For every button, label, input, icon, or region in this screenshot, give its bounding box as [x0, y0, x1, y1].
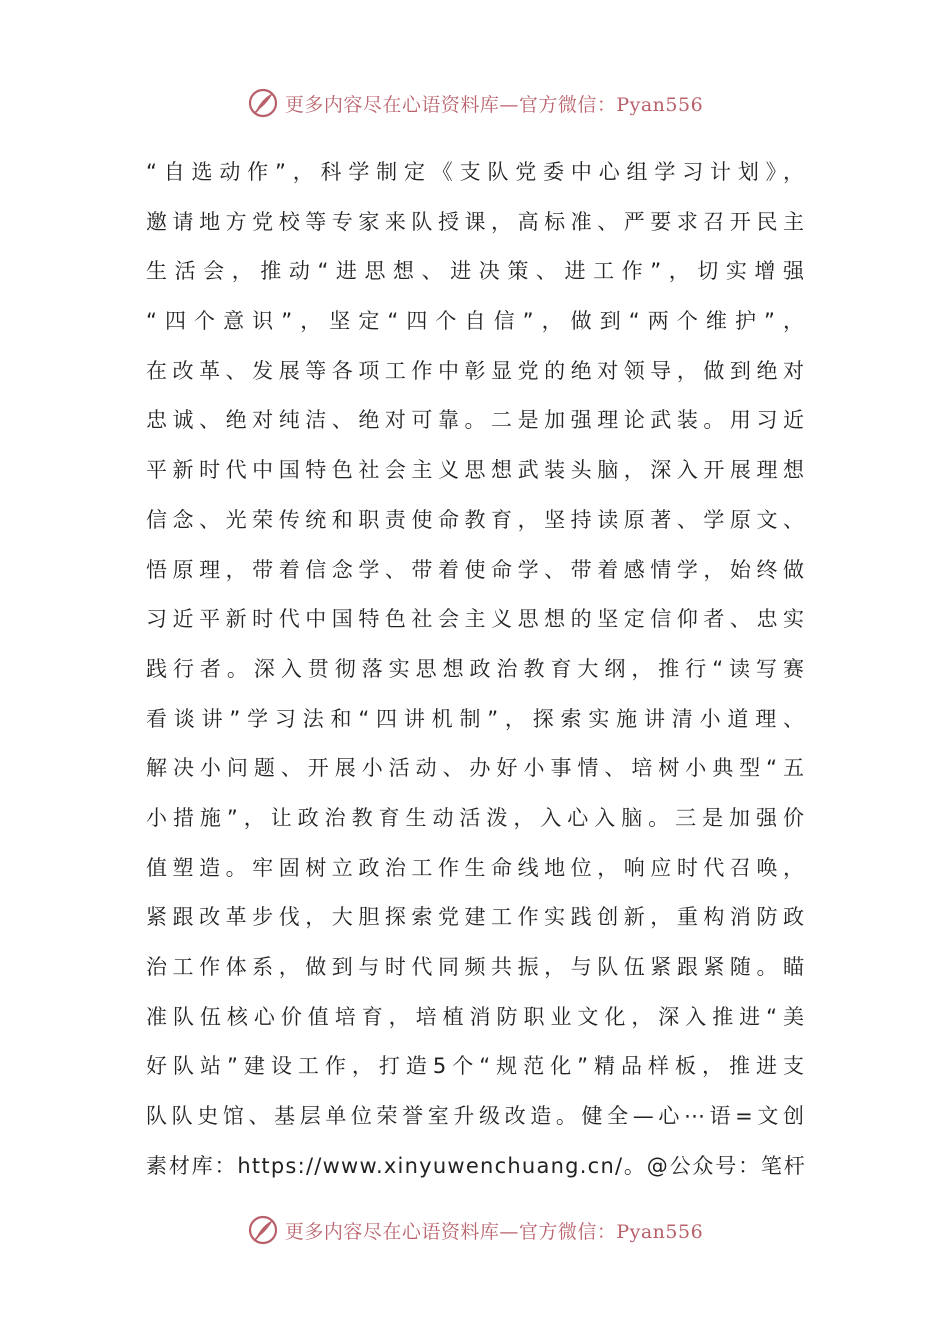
header-watermark: [0, 83, 950, 123]
text-line: 解决小问题、开展小活动、办好小事情、培树小典型“五: [146, 756, 806, 781]
text-line: 队队史馆、基层单位荣誉室升级改造。健全—心⋯语=文创: [146, 1104, 806, 1129]
text-line: 习近平新时代中国特色社会主义思想的坚定信仰者、忠实: [146, 607, 806, 632]
text-line: 素材库：https://www.xinyuwenchuang.cn/。@公众号：笔杆: [146, 1153, 806, 1178]
document-body: [146, 148, 806, 1191]
text-line: 平新时代中国特色社会主义思想武装头脑，深入开展理想: [146, 458, 806, 483]
text-line: 值塑造。牢固树立政治工作生命线地位，响应时代召唤，: [146, 855, 806, 880]
text-line: 治工作体系，做到与时代同频共振，与队伍紧跟紧随。瞄: [146, 955, 806, 979]
text-line: 忠诚、绝对纯洁、绝对可靠。二是加强理论武装。用习近: [146, 408, 806, 433]
text-line: 践行者。深入贯彻落实思想政治教育大纲，推行“读写赛: [146, 656, 806, 681]
text-line: 小措施”，让政治教育生动活泼，入心入脑。三是加强价: [146, 805, 806, 830]
text-line: “自选动作”，科学制定《支队党委中心组学习计划》，: [146, 160, 806, 184]
text-line: 生活会，推动“进思想、进决策、进工作”，切实增强: [146, 259, 806, 284]
text-line: 看谈讲”学习法和“四讲机制”，探索实施讲清小道理、: [146, 706, 806, 731]
watermark-text: 更多内容尽在心语资料库—官方微信：Pyan556: [284, 1220, 704, 1243]
text-line: 悟原理，带着信念学、带着使命学、带着感情学，始终做: [146, 557, 806, 582]
feather-pen-icon: [247, 1214, 279, 1246]
text-line: 准队伍核心价值培育，培植消防职业文化，深入推进“美: [146, 1004, 806, 1029]
watermark-text: 更多内容尽在心语资料库—官方微信：Pyan556: [284, 93, 704, 116]
text-line: 邀请地方党校等专家来队授课，高标准、严要求召开民主: [146, 209, 806, 234]
feather-pen-icon: [247, 87, 279, 119]
footer-watermark: [0, 1210, 950, 1250]
text-line: 好队站”建设工作，打造5个“规范化”精品样板，推进支: [146, 1054, 806, 1079]
text-line: 紧跟改革步伐，大胆探索党建工作实践创新，重构消防政: [146, 905, 806, 930]
text-line: 信念、光荣传统和职责使命教育，坚持读原著、学原文、: [146, 507, 806, 532]
text-line: 在改革、发展等各项工作中彰显党的绝对领导，做到绝对: [146, 358, 806, 383]
text-line: “四个意识”，坚定“四个自信”，做到“两个维护”，: [146, 309, 806, 334]
